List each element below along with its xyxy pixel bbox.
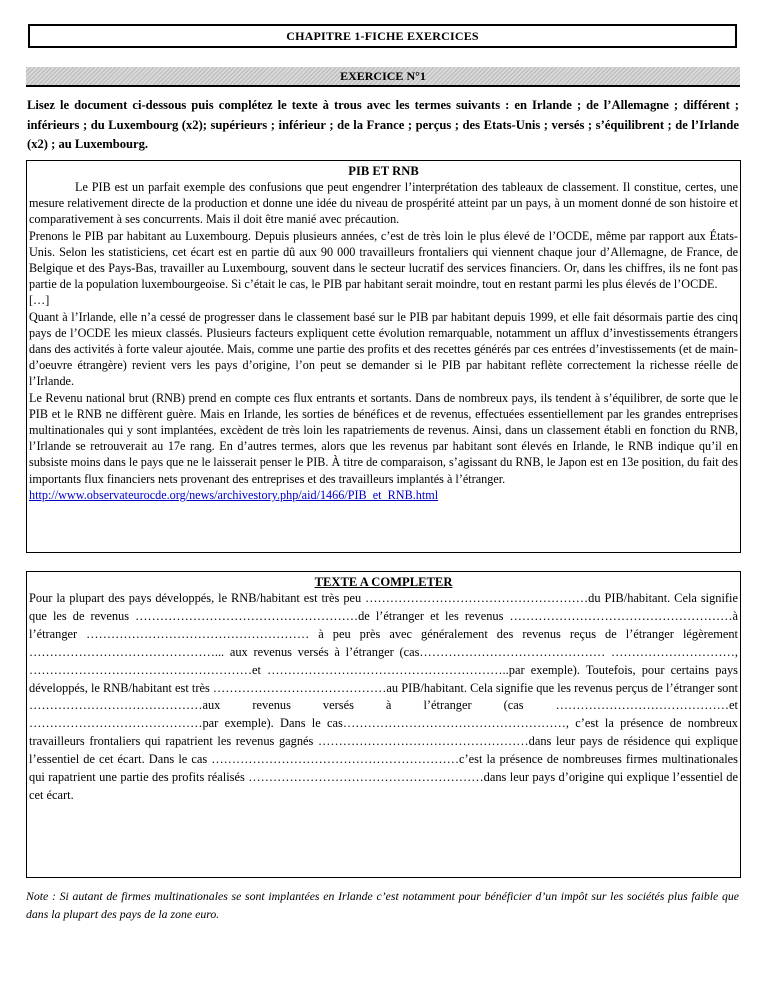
completion-title: TEXTE A COMPLETER xyxy=(314,575,453,589)
document-ellipsis: […] xyxy=(29,293,50,308)
document-paragraph: Prenons le PIB par habitant au Luxembourg. Depuis plusieurs années, c’est de très loin le plus élevé de l’OCDE, même par rapport aux États-Unis. Selon les statisticiens, cet écart est en partie dû aux 90 000 travailleurs frontaliers qui viennent chaque jour d’Allemagne, de France, de Belgique et des Pays-Bas, travailler au Luxembourg, souvent dans le secteur lucratif des services financiers. Or, dans les chiffres, ils ne font pas partie de la population luxembourgeoise. Si c’était le cas, le PIB par habitant serait moindre, tout en restant parmi les plus élevés de l’OCDE. xyxy=(29,228,738,292)
document-title: PIB ET RNB xyxy=(348,164,419,178)
exercise-title xyxy=(26,67,740,87)
document-paragraph: Le PIB est un parfait exemple des confusions que peut engendrer l’interprétation des tableaux de classement. Il constitue, certes, une mesure relativement directe de la production et donne une idée du niveau de prospérité atteint par un pays, à un moment donné de son histoire et comparativement à ses concurrents. Mais il doit être manié avec précaution. xyxy=(29,180,738,227)
footnote: Note : Si autant de firmes multinationales se sont implantées en Irlande c’est notamment pour bénéficier d’un impôt sur les sociétés plus faible que dans la plupart des pays de la zone euro. xyxy=(26,889,739,921)
completion-text: Pour la plupart des pays développés, le RNB/habitant est très peu ………………………………………………du PIB/habitant. Cela signifie que les de revenus ………………………………………………de l’étranger et les revenus ………………………………………………à l’étranger ……………………………………………… à peu près avec généralement des revenus reçus de l’étranger légèrement ………………………………………... aux revenus versés à l’étranger (cas……………………………………… …………………………, ………………………………………………et …………………………………………………..par exemple). Toutefois, pour certains pays développés, le RNB/habitant est très ……………………………………au PIB/habitant. Cela signifie que les revenus perçus de l’étranger sont ……………………………………aux revenus versés à l’étranger (cas ……………………………………et ……………………………………par exemple). Dans le cas………………………………………………, c’est la présence de nombreux travailleurs frontaliers qui rapatrient les revenus gagnés ……………………………………………dans leur pays de résidence qui explique l’essentiel de cet écart. Dans le cas ……………………………………………………c’est la présence de nombreuses firmes multinationales qui rapatrient une partie des profits réalisés …………………………………………………dans leur pays d’origine qui explique l’essentiel de cet écart. xyxy=(29,591,738,802)
completion-box xyxy=(26,571,741,878)
source-link[interactable]: http://www.observateurocde.org/news/archivestory.php/aid/1466/PIB_et_RNB.html xyxy=(29,487,439,502)
document-paragraph: Quant à l’Irlande, elle n’a cessé de progresser dans le classement basé sur le PIB par habitant depuis 1999, et elle fait désormais partie des cinq pays de l’OCDE les mieux classés. Plusieurs facteurs expliquent cette évolution remarquable, notamment un afflux d’investissements étrangers dans des activités à forte valeur ajoutée. Mais, comme une partie des profits et des recettes générés par ces entrées d’investissements (et de main-d’oeuvre étrangère) revient vers les pays d’origine, l’on peut se demander si le PIB par habitant reflète correctement la richesse réelle de l’Irlande. xyxy=(29,309,738,389)
document-box xyxy=(26,160,741,553)
chapter-title: CHAPITRE 1-FICHE EXERCICES xyxy=(28,24,737,48)
exercise-title-text: EXERCICE N°1 xyxy=(340,69,426,83)
instructions: Lisez le document ci-dessous puis complétez le texte à trous avec les termes suivants : en Irlande ; de l’Allemagne ; différent ; inférieurs ; du Luxembourg (x2); supérieurs ; inférieur ; de la France ; perçus ; des Etats-Unis ; versés ; s’équilibrent ; de l’Irlande (x2) ; au Luxembourg. xyxy=(27,98,739,151)
document-paragraph: Le Revenu national brut (RNB) prend en compte ces flux entrants et sortants. Dans de nombreux pays, ils tendent à s’équilibrer, de sorte que le PIB et le RNB ne diffèrent guère. Mais en Irlande, les sorties de bénéfices et de revenus, effectuées essentiellement par les grandes entreprises multinationales qui y sont implantées, excèdent de très loin les rapatriements de revenus. Ainsi, dans un classement établi en fonction du RNB, l’Irlande se retrouverait au 17e rang. En d’autres termes, alors que les revenus par habitant sont élevés en Irlande, le RNB indique qu’il en subsiste moins dans le pays que ne le laisserait penser le PIB. À titre de comparaison, s’agissant du RNB, le Japon est en 13e position, du fait des importants flux financiers nets provenant des entreprises et des travailleurs implantés à l’étranger. xyxy=(29,390,738,486)
